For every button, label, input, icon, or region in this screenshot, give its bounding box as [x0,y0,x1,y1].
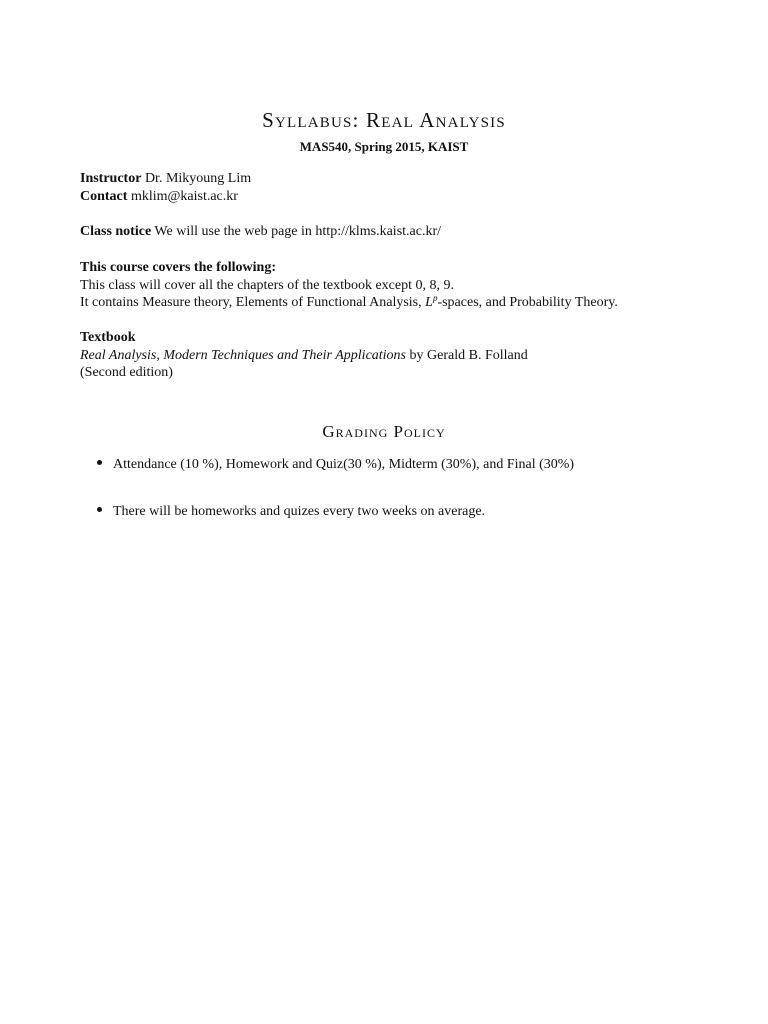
class-notice-value: We will use the web page in http://klms.kaist.ac.kr/ [154,224,442,239]
lp-math-base: L [425,295,433,310]
contact-label: Contact [80,188,128,204]
coverage-heading: This course covers the following: [80,260,276,275]
textbook-title: Real Analysis, Modern Techniques and Their Applications [80,347,407,363]
textbook-heading: Textbook [80,330,136,345]
coverage-line-1: This class will cover all the chapters of the textbook except 0, 8, 9. [80,277,455,293]
coverage-line-2 [80,294,700,312]
document-subtitle: MAS540, Spring 2015, KAIST [299,139,469,154]
instructor-label: Instructor [80,171,142,186]
class-notice-line [80,223,700,241]
class-notice-label: Class notice [80,224,152,239]
coverage-line-2-before: It contains Measure theory, Elements of Functional Analysis, [80,295,426,310]
contact-value: mklim@kaist.ac.kr [130,188,238,204]
textbook-line [80,347,700,365]
contact-line [80,188,700,206]
grading-list-item [97,456,574,474]
textbook-block [80,329,700,382]
bullet-icon [97,507,102,512]
coverage-line-2-after: -spaces, and Probability Theory. [437,295,618,310]
class-notice-block [80,223,700,241]
instructor-block [80,170,700,205]
instructor-line [80,170,700,188]
grading-item-text: There will be homeworks and quizes every two weeks on average. [113,504,486,519]
instructor-value: Dr. Mikyoung Lim [144,171,252,186]
grading-item-text: Attendance (10 %), Homework and Quiz(30 %), Midterm (30%), and Final (30%) [113,457,575,472]
grading-list-item [97,503,485,521]
textbook-author: by Gerald B. Folland [406,347,528,363]
textbook-edition: (Second edition) [80,365,173,380]
grading-policy-heading: Grading Policy [322,422,446,441]
document-title: Syllabus: Real Analysis [262,108,506,132]
lp-math-superscript: p [432,293,438,303]
coverage-block [80,259,700,312]
bullet-icon [97,460,102,465]
